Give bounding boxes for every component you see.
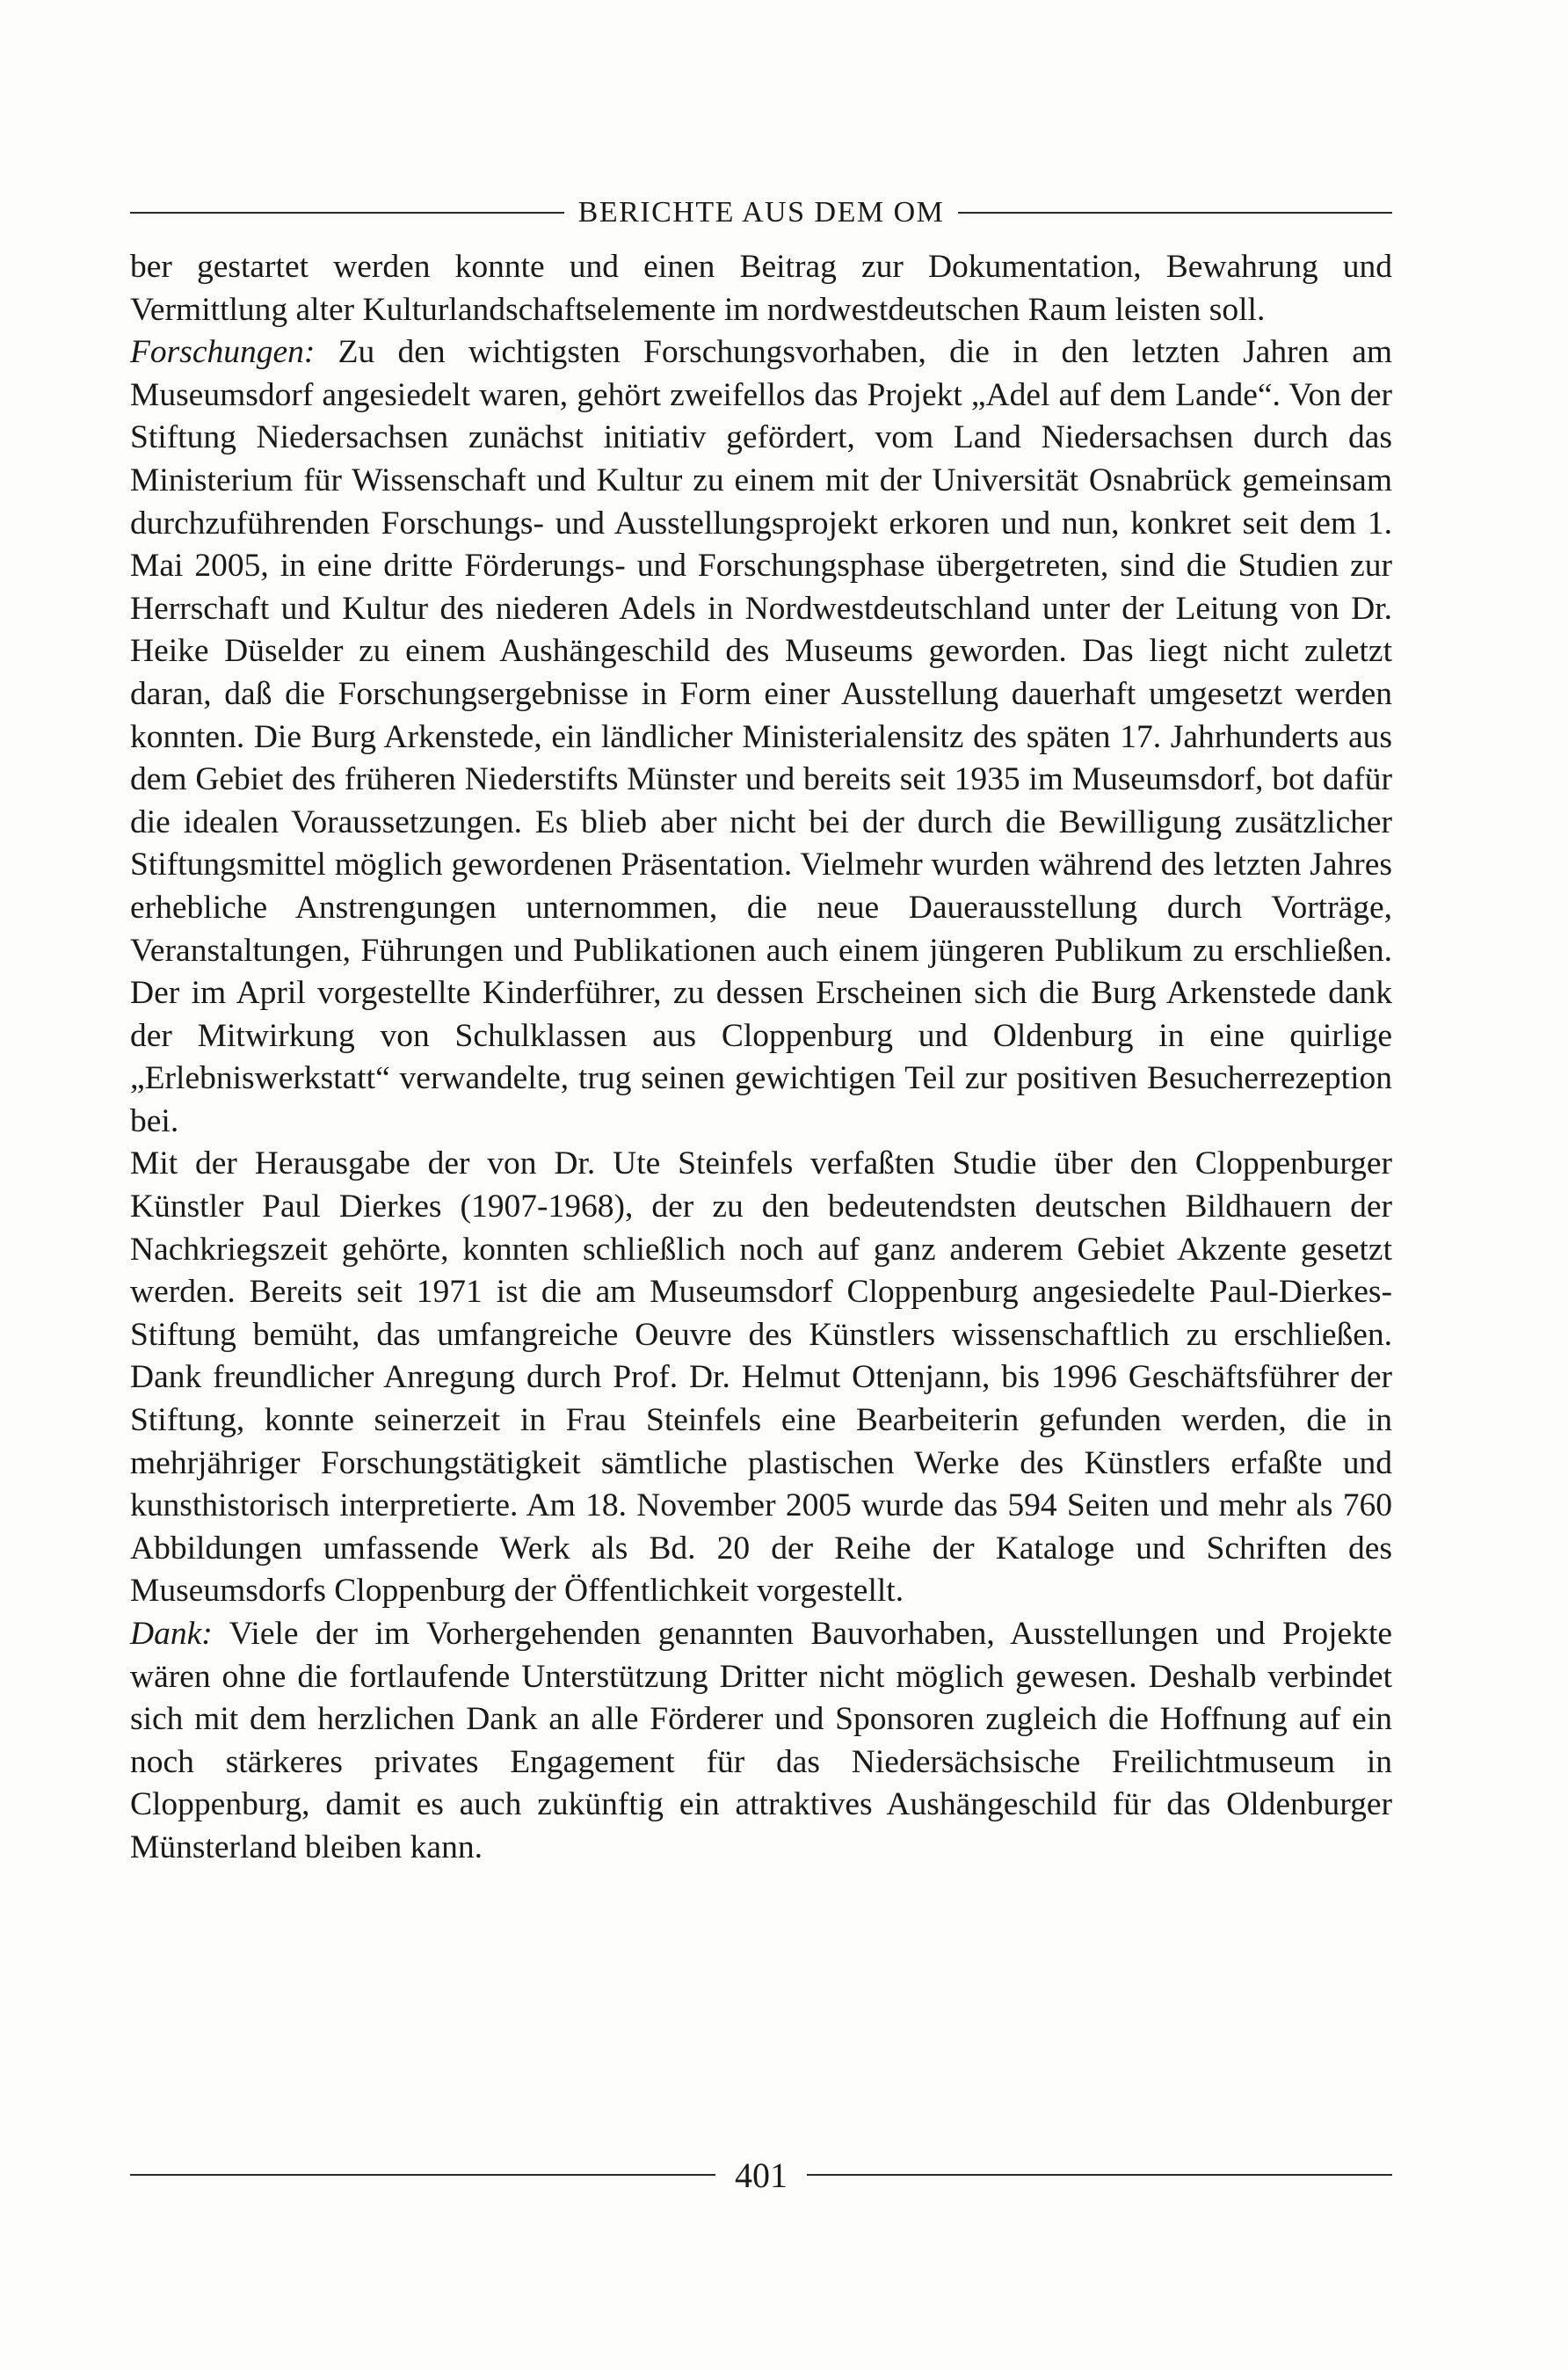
- running-head-title: BERICHTE AUS DEM OM: [577, 196, 945, 229]
- running-head: [130, 188, 1392, 237]
- run-in-heading: Forschungen:: [130, 334, 316, 371]
- run-in-heading: Dank:: [130, 1616, 213, 1652]
- paragraph-text: Zu den wichtigsten Forschungsvorhaben, die in den letzten Jahren am Museumsdorf angesiedelt waren, gehört zweifellos das Projekt „Adel auf dem Lande“. Von der Stiftung Niedersachsen zunächst initiativ gefördert, vom Land Niedersachsen durch das Ministerium für Wissenschaft und Kultur zu einem mit der Universität Osnabrück gemeinsam durchzuführenden Forschungs- und Ausstellungsprojekt erkoren und nun, konkret seit dem 1. Mai 2005, in eine dritte Förderungs- und Forschungsphase übergetreten, sind die Studien zur Herrschaft und Kultur des niederen Adels in Nordwestdeutschland unter der Leitung von Dr. Heike Düselder zu einem Aushängeschild des Museums geworden. Das liegt nicht zuletzt daran, daß die Forschungsergebnisse in Form einer Ausstellung dauerhaft umgesetzt werden konnten. Die Burg Arkenstede, ein ländlicher Ministerialensitz des späten 17. Jahrhunderts aus dem Gebiet des früheren Niederstifts Münster und bereits seit 1935 im Museumsdorf, bot dafür die idealen Voraussetzungen. Es blieb aber nicht bei der durch die Bewilligung zusätzlicher Stiftungsmittel möglich gewordenen Präsentation. Vielmehr wurden während des letzten Jahres erhebliche Anstrengungen unternommen, die neue Dauerausstellung durch Vorträge, Veranstaltungen, Führungen und Publikationen auch einem jüngeren Publikum zu erschließen. Der im April vorgestellte Kinderführer, zu dessen Erscheinen sich die Burg Arkenstede dank der Mitwirkung von Schulklassen aus Cloppenburg und Oldenburg in eine quirlige „Erlebniswerkstatt“ verwandelte, trug seinen gewichtigen Teil zur positiven Besucherrezeption bei.: [130, 334, 1393, 1139]
- page-number: 401: [735, 2155, 788, 2195]
- paragraph-forschungen: [130, 331, 1392, 1143]
- body-text: [130, 246, 1392, 1870]
- page-footer: [130, 2148, 1392, 2201]
- paragraph-dank: [130, 1613, 1392, 1870]
- footer-rule-right: [807, 2174, 1392, 2176]
- paragraph-text: Viele der im Vorhergehenden genannten Bauvorhaben, Ausstellungen und Projekte wären ohne die fortlaufende Unterstützung Dritter nicht möglich gewesen. Deshalb verbindet sich mit dem herzlichen Dank an alle Förderer und Sponsoren zugleich die Hoffnung auf ein noch stärkeres privates Engagement für das Niedersächsische Freilichtmuseum in Cloppenburg, damit es auch zukünftig ein attraktives Aushängeschild für das Oldenburger Münsterland bleiben kann.: [130, 1616, 1393, 1865]
- paragraph-continuation: [130, 246, 1392, 331]
- footer-rule-left: [130, 2174, 715, 2176]
- paragraph-text: Mit der Herausgabe der von Dr. Ute Steinfels verfaßten Studie über den Cloppenburger Künstler Paul Dierkes (1907-1968), der zu den bedeutendsten deutschen Bildhauern der Nachkriegszeit gehörte, konnten schließlich noch auf ganz anderem Gebiet Akzente gesetzt werden. Bereits seit 1971 ist die am Museumsdorf Cloppenburg angesiedelte Paul-Dierkes-Stiftung bemüht, das umfangreiche Oeuvre des Künstlers wissenschaftlich zu erschließen. Dank freundlicher Anregung durch Prof. Dr. Helmut Ottenjann, bis 1996 Geschäftsführer der Stiftung, konnte seinerzeit in Frau Steinfels eine Bearbeiterin gefunden werden, die in mehrjähriger Forschungstätigkeit sämtliche plastischen Werke des Künstlers erfaßte und kunsthistorisch interpretierte. Am 18. November 2005 wurde das 594 Seiten und mehr als 760 Abbildungen umfassende Werk als Bd. 20 der Reihe der Kataloge und Schriften des Museumsdorfs Cloppenburg der Öffentlichkeit vorgestellt.: [130, 1145, 1392, 1610]
- paragraph-dierkes: [130, 1143, 1392, 1613]
- paragraph-text: ber gestartet werden konnte und einen Beitrag zur Dokumentation, Bewahrung und Vermittlung alter Kulturlandschaftselemente im nordwestdeutschen Raum leisten soll.: [130, 249, 1392, 328]
- header-rule-right: [958, 212, 1392, 214]
- header-rule-left: [130, 212, 564, 214]
